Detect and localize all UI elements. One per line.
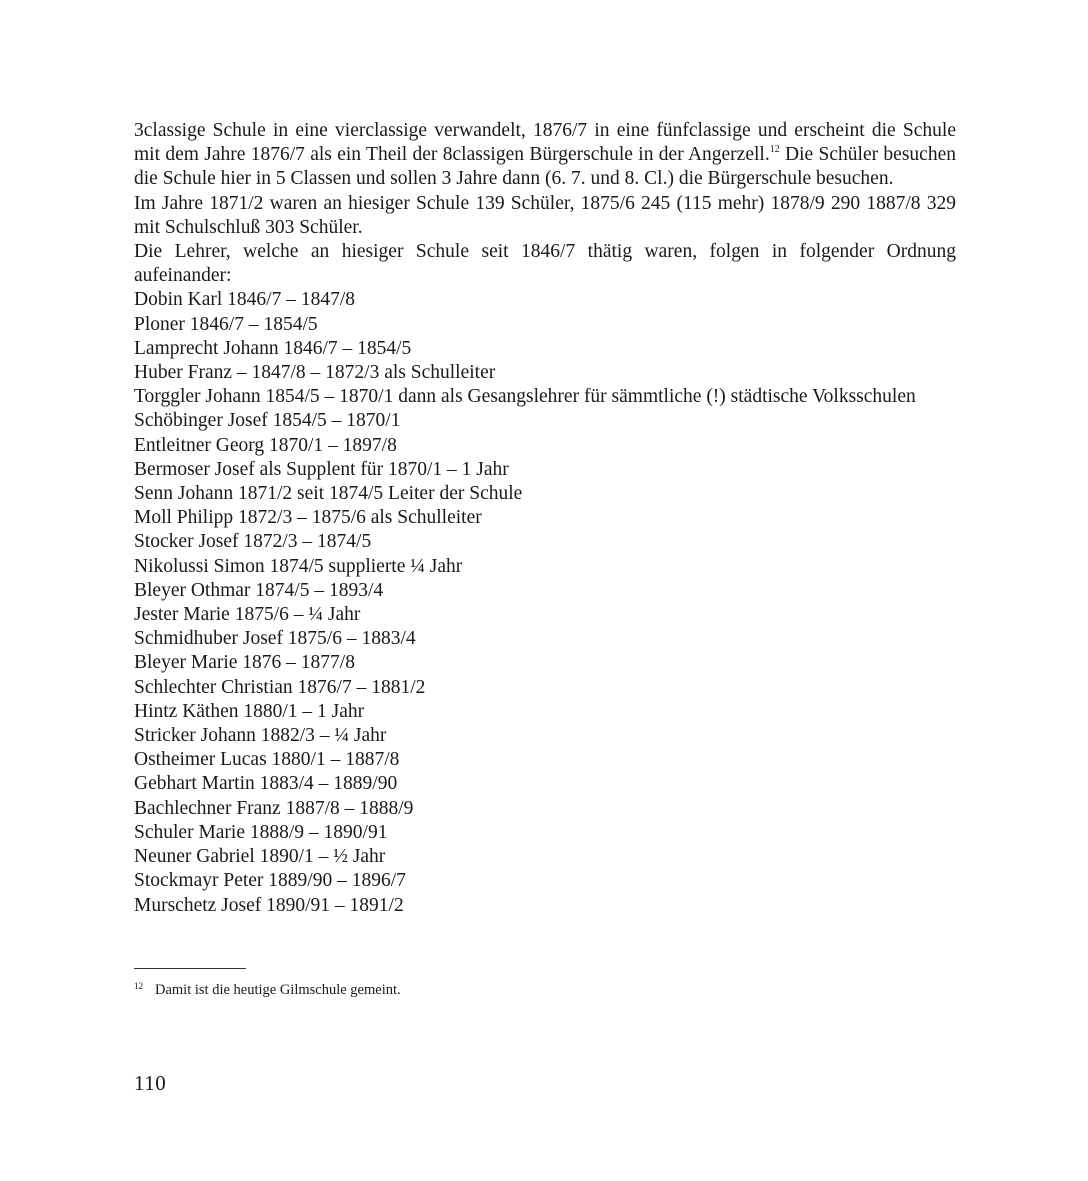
paragraph-school-history [134, 119, 956, 192]
footnote [134, 977, 401, 999]
teacher-entry: Gebhart Martin 1883/4 – 1889/90 [134, 773, 398, 795]
teacher-entry: Stockmayr Peter 1889/90 – 1896/7 [134, 870, 406, 892]
teacher-entry: Entleitner Georg 1870/1 – 1897/8 [134, 434, 397, 456]
teacher-entry: Neuner Gabriel 1890/1 – ½ Jahr [134, 846, 386, 868]
teacher-entry: Lamprecht Johann 1846/7 – 1854/5 [134, 337, 412, 359]
paragraph-student-counts: Im Jahre 1871/2 waren an hiesiger Schule 139 Schüler, 1875/6 245 (115 mehr) 1878/9 290 1887/8 329 mit Schulschluß 303 Schüler. [134, 192, 956, 238]
footnote-text: Damit ist die heutige Gilmschule gemeint. [155, 982, 401, 998]
footnote-reference: 12 [769, 144, 780, 156]
footnote-marker: 12 [134, 981, 143, 991]
teacher-entry: Bleyer Marie 1876 – 1877/8 [134, 652, 355, 674]
main-text [134, 119, 956, 918]
teacher-entry: Stocker Josef 1872/3 – 1874/5 [134, 531, 372, 553]
teacher-entry: Moll Philipp 1872/3 – 1875/6 als Schulleiter [134, 507, 482, 529]
page-number: 110 [134, 1071, 167, 1095]
teacher-entry: Schlechter Christian 1876/7 – 1881/2 [134, 676, 426, 698]
footnote-separator [134, 968, 246, 969]
paragraph-text-continued: Die Schüler besuchen die Schule hier in 5 Classen und sollen 3 Jahre dann (6. 7. und 8. Cl.) die Bürgerschule besuchen. [134, 144, 956, 190]
teacher-entry: Stricker Johann 1882/3 – ¼ Jahr [134, 725, 387, 747]
teacher-entry: Bachlechner Franz 1887/8 – 1888/9 [134, 797, 414, 819]
teacher-entry: Ploner 1846/7 – 1854/5 [134, 313, 318, 335]
teacher-entry: Bermoser Josef als Supplent für 1870/1 – 1 Jahr [134, 458, 509, 480]
teacher-entry: Schmidhuber Josef 1875/6 – 1883/4 [134, 628, 416, 650]
teacher-entry: Schöbinger Josef 1854/5 – 1870/1 [134, 410, 401, 432]
teacher-entry: Huber Franz – 1847/8 – 1872/3 als Schulleiter [134, 362, 496, 384]
teacher-entry: Torggler Johann 1854/5 – 1870/1 dann als Gesangslehrer für sämmtliche (!) städtische Volksschulen [134, 386, 916, 408]
paragraph-teachers-intro: Die Lehrer, welche an hiesiger Schule seit 1846/7 thätig waren, folgen in folgender Ordnung aufeinander: [134, 241, 956, 287]
teacher-entry: Schuler Marie 1888/9 – 1890/91 [134, 821, 388, 843]
paragraph-text: 3classige Schule in eine vierclassige verwandelt, 1876/7 in eine fünfclassige und erscheint die Schule mit dem Jahre 1876/7 als ein Theil der 8classigen Bürgerschule in der Angerzell. [134, 120, 956, 166]
teacher-entry: Nikolussi Simon 1874/5 supplierte ¼ Jahr [134, 555, 463, 577]
teacher-entry: Murschetz Josef 1890/91 – 1891/2 [134, 894, 404, 916]
teacher-entry: Bleyer Othmar 1874/5 – 1893/4 [134, 579, 384, 601]
teacher-list [134, 288, 956, 917]
teacher-entry: Hintz Käthen 1880/1 – 1 Jahr [134, 700, 365, 722]
teacher-entry: Ostheimer Lucas 1880/1 – 1887/8 [134, 749, 400, 771]
teacher-entry: Dobin Karl 1846/7 – 1847/8 [134, 289, 355, 311]
teacher-entry: Jester Marie 1875/6 – ¼ Jahr [134, 604, 361, 626]
teacher-entry: Senn Johann 1871/2 seit 1874/5 Leiter der Schule [134, 483, 523, 505]
